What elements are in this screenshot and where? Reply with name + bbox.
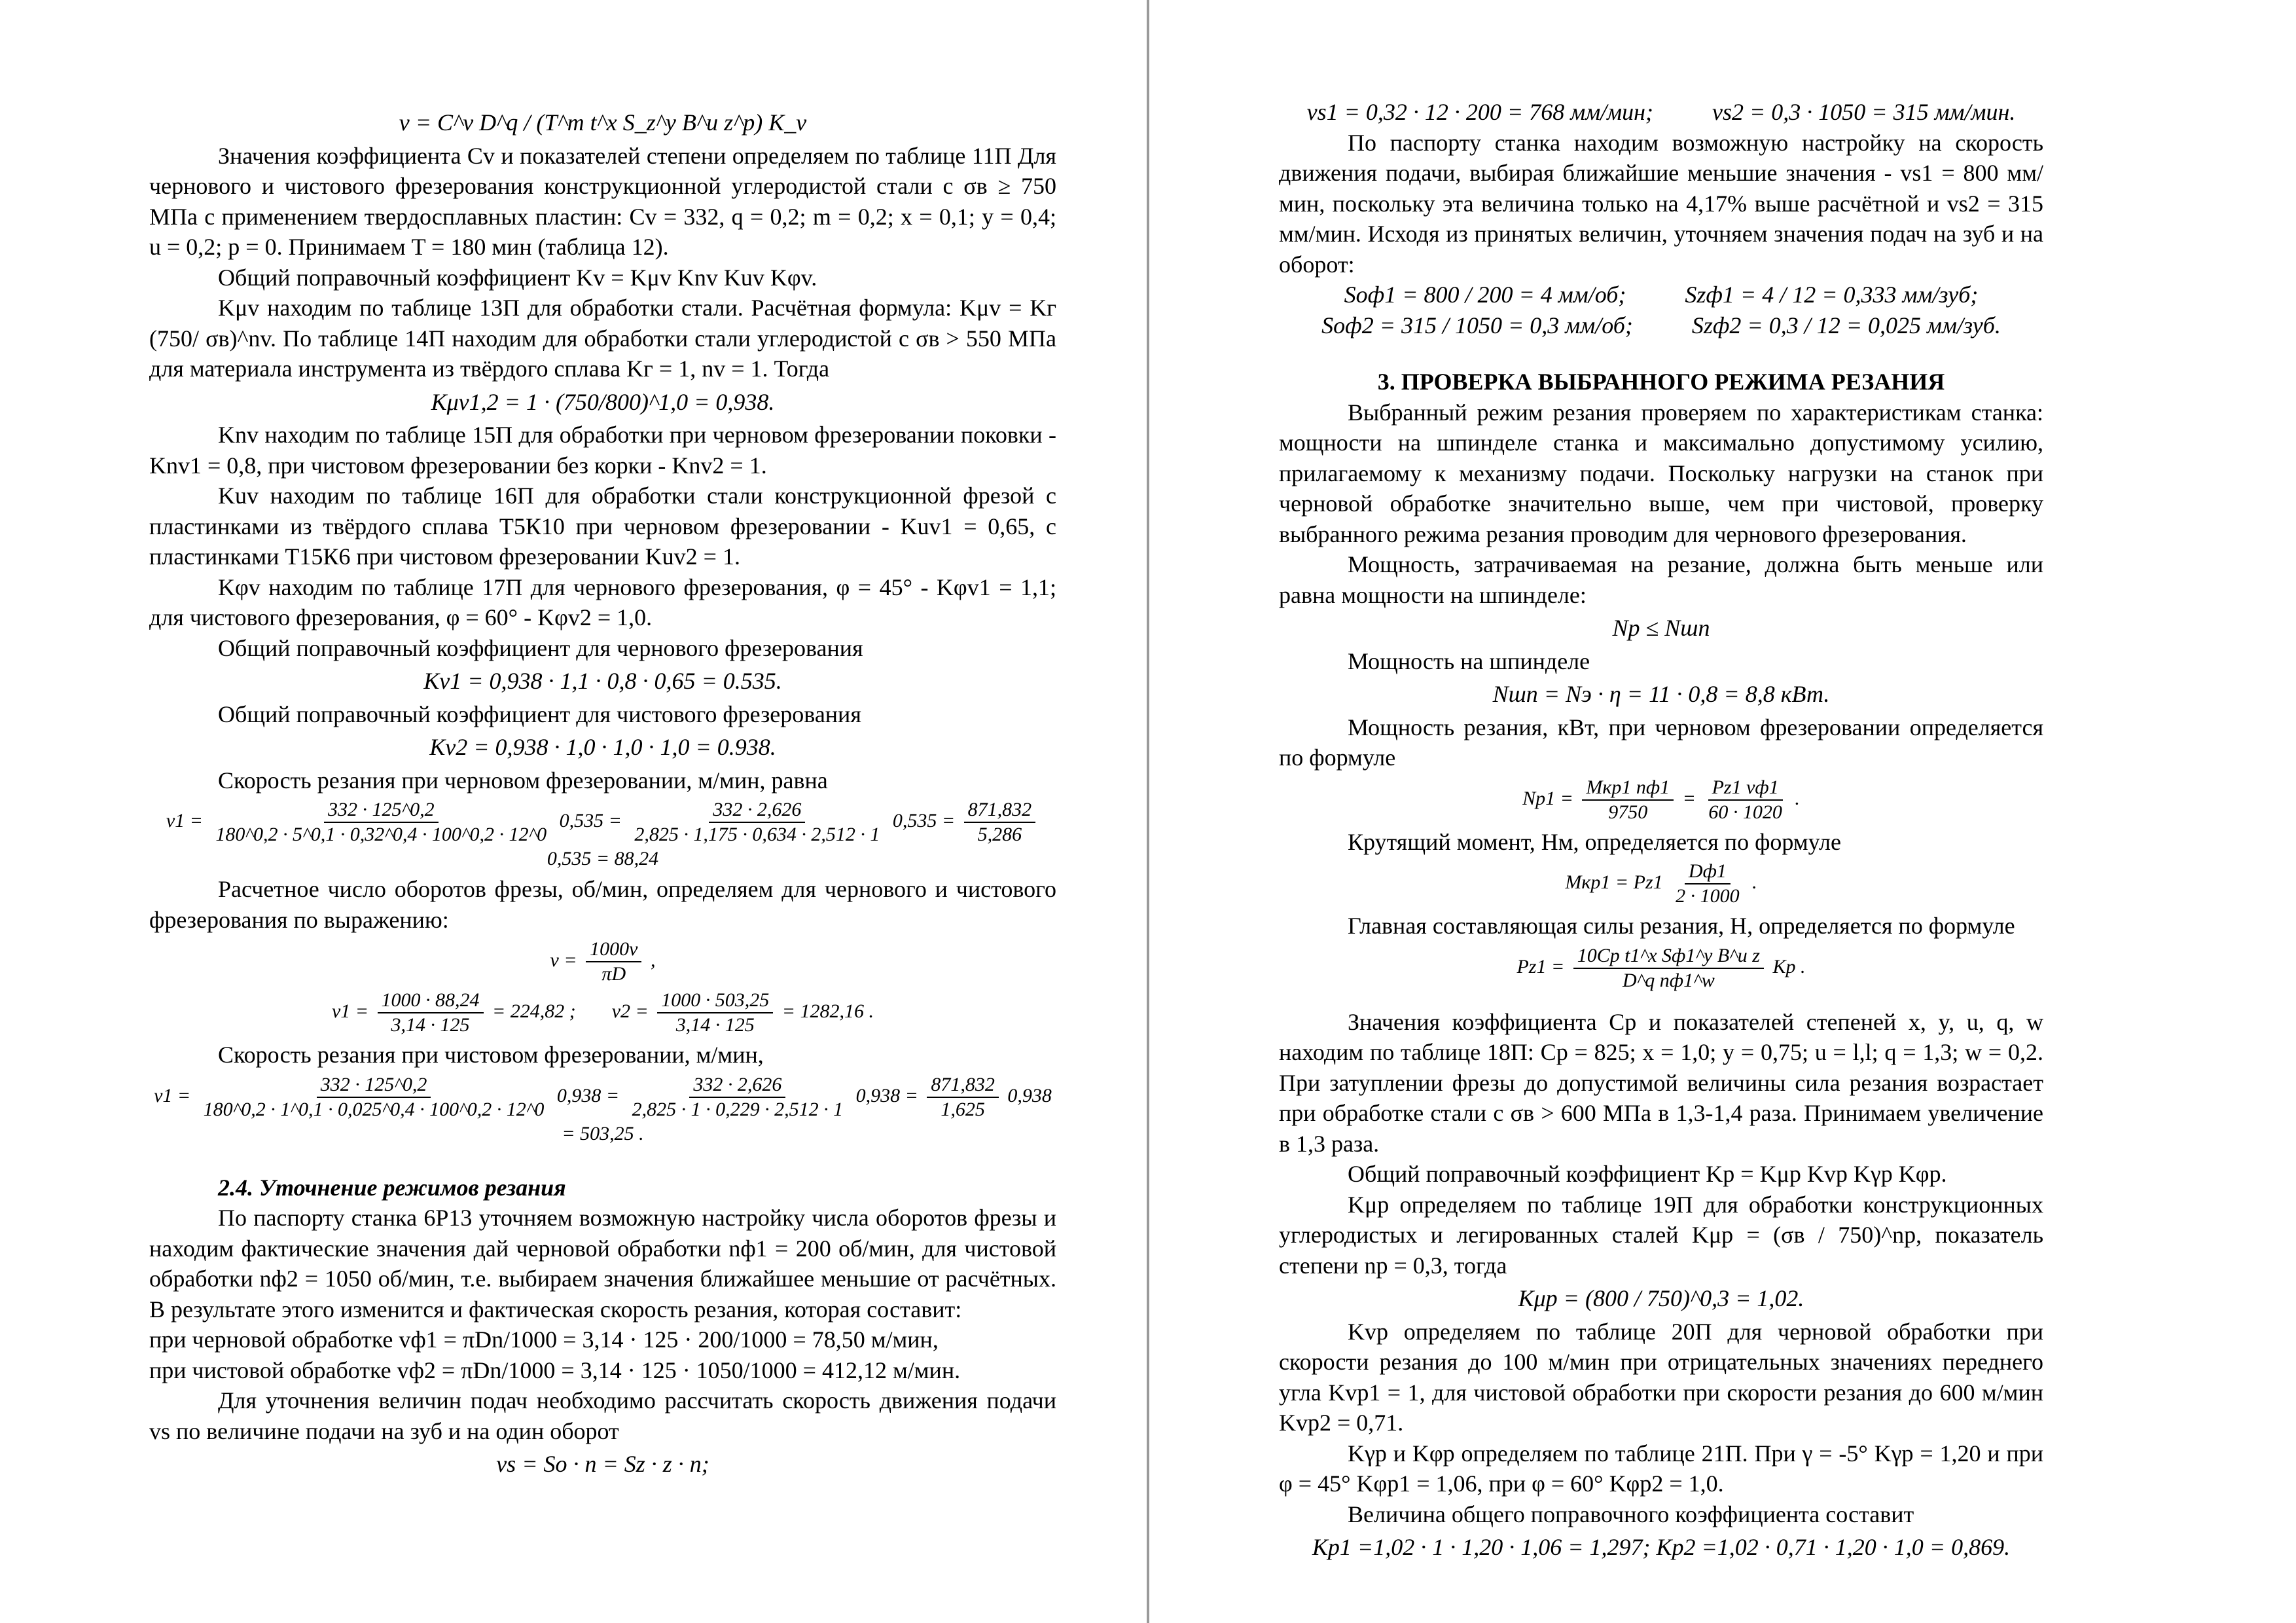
numerator: 1000 · 503,25 <box>657 989 773 1013</box>
numerator: Dф1 <box>1685 860 1731 884</box>
denominator: 9750 <box>1608 801 1648 823</box>
formula: vs1 = 0,32 · 12 · 200 = 768 мм/мин; <box>1306 99 1653 125</box>
formula-part: . <box>1752 871 1757 893</box>
formula-lhs: v1 = <box>154 1084 191 1106</box>
formula-rpm-values <box>149 989 1056 1037</box>
denominator: 3,14 · 125 <box>391 1014 470 1036</box>
formula-cutting-speed: v = C^v D^q / (T^m t^x S_z^y B^u z^p) K_v <box>399 109 807 136</box>
paragraph: Общий поправочный коэффициент Kv = Kμv Knv Kuv Kφv. <box>218 264 817 291</box>
paragraph: Мощность, затрачиваемая на резание, должна быть меньше или равна мощности на шпинделе: <box>1279 551 2043 608</box>
formula: Kp1 =1,02 · 1 · 1,20 · 1,06 = 1,297; Kp2 =1,02 · 0,71 · 1,20 · 1,0 = 0,869. <box>1312 1534 2011 1560</box>
paragraph: Скорость резания при черновом фрезеровании, м/мин, равна <box>218 767 828 793</box>
formula: Kμp = (800 / 750)^0,3 = 1,02. <box>1518 1285 1804 1311</box>
formula: Np ≤ Nшп <box>1612 615 1710 641</box>
formula: Szф2 = 0,3 / 12 = 0,025 мм/зуб. <box>1691 312 2001 338</box>
paragraph: Общий поправочный коэффициент Kp = Kμp Kvp Kγp Kφp. <box>1348 1161 1947 1187</box>
formula-lhs: v = <box>550 949 577 971</box>
paragraph: Kuv находим по таблице 16П для обработки стали конструкционной фрезой с пластинками из твёрдого сплава Т5К10 при черновом фрезеровании - Kuv1 = 0,65, с пластинками Т15К6 при чистовом фрезеровании Kuv2 = 1. <box>149 483 1056 570</box>
left-page-content <box>149 105 1056 1482</box>
formula: vs2 = 0,3 · 1050 = 315 мм/мин. <box>1712 99 2016 125</box>
numerator: 332 · 125^0,2 <box>324 798 439 823</box>
formula: Sоф1 = 800 / 200 = 4 мм/об; <box>1344 282 1626 308</box>
fraction <box>1704 776 1786 824</box>
formula: Szф1 = 4 / 12 = 0,333 мм/зуб; <box>1685 282 1979 308</box>
formula: Nшп = Nэ · η = 11 · 0,8 = 8,8 кВт. <box>1492 681 1830 707</box>
numerator: 871,832 <box>964 798 1036 823</box>
denominator: 5,286 <box>977 824 1022 845</box>
fraction <box>211 798 550 847</box>
fraction <box>927 1073 999 1122</box>
numerator: 332 · 2,626 <box>709 798 805 823</box>
formula-torque <box>1279 860 2043 908</box>
formula-part: 0,535 = 88,24 <box>547 848 659 869</box>
formula-part: 0,535 = <box>892 809 956 831</box>
paragraph: Knv находим по таблице 15П для обработки при черновом фрезеровании поковки - Knv1 = 0,8, при чистовом фрезеровании без корки - Knv2 = 1. <box>149 422 1056 479</box>
numerator: 10Cp t1^x Sф1^y B^u z <box>1573 944 1764 969</box>
paragraph: Величина общего поправочного коэффициента составит <box>1348 1501 1914 1527</box>
denominator: 2 · 1000 <box>1676 885 1740 907</box>
denominator: 180^0,2 · 5^0,1 · 0,32^0,4 · 100^0,2 · 12^0 <box>215 824 547 845</box>
fraction <box>657 989 773 1037</box>
fraction <box>630 798 884 847</box>
fraction <box>1573 944 1764 993</box>
paragraph: Kvp определяем по таблице 20П для черновой обработки при скорости резания до 100 м/мин при отрицательных значениях переднего угла Kvp1 = 1, для чистовой обработки при скорости резания до 600 м/мин Kvp2 = 0,71. <box>1279 1318 2043 1436</box>
formula-roughing-speed <box>149 798 1056 871</box>
numerator: 871,832 <box>927 1073 999 1098</box>
numerator: Mкр1 nф1 <box>1582 776 1674 801</box>
formula-part: 0,535 = <box>559 809 622 831</box>
denominator: 2,825 · 1,175 · 0,634 · 2,512 · 1 <box>634 824 880 845</box>
formula-part: , <box>650 949 656 971</box>
formula-lhs: v1 = <box>331 1000 368 1022</box>
formula-part: . <box>1795 787 1800 809</box>
paragraph: Мощность на шпинделе <box>1348 647 1590 674</box>
paragraph: Выбранный режим резания проверяем по характеристикам станка: мощности на шпинделе станка и максимально допустимому усилию, прилагаемому к механизму подачи. Поскольку нагрузки на станок при черновой обработке значительно выше, чем при чистовой, проверку выбранного режима резания проводим для чернового фрезерования. <box>1279 399 2043 547</box>
denominator: 60 · 1020 <box>1708 801 1782 823</box>
spacer <box>1279 995 2043 1007</box>
paragraph: Значения коэффициента Cp и показателей степеней x, y, u, q, w находим по таблице 18П: Cp = 825; x = 1,0; y = 0,75; u = l,l; q = 1,3; w = 0,2. При затуплении фрезы до допустимой величины сила резания возрастает при обработке стали с σв > 600 МПа в 1,3-1,4 раза. Принимаем увеличение в 1,3 раза. <box>1279 1008 2043 1157</box>
paragraph: Мощность резания, кВт, при черновом фрезеровании определяется по формуле <box>1279 714 2043 771</box>
paragraph: Главная составляющая силы резания, Н, определяется по формуле <box>1348 913 2015 939</box>
formula-part: = <box>1682 787 1696 809</box>
fraction <box>200 1073 548 1122</box>
denominator: 180^0,2 · 1^0,1 · 0,025^0,4 · 100^0,2 · 12^0 <box>203 1098 545 1120</box>
paragraph: при чистовой обработке vф2 = πDn/1000 = 3,14 · 125 · 1050/1000 = 412,12 м/мин. <box>149 1357 961 1383</box>
paragraph: Для уточнения величин подач необходимо рассчитать скорость движения подачи vs по величине подачи на зуб и на один оборот <box>149 1387 1056 1444</box>
numerator: 1000v <box>586 938 641 962</box>
paragraph: По паспорту станка находим возможную настройку на скорость движения подачи, выбирая ближайшие меньшие значения - vs1 = 800 мм/мин, поскольку эта величина только на 4,17% выше расчётной и vs2 = 315 мм/мин. Исходя из принятых величин, уточняем значения подач на зуб и на оборот: <box>1279 129 2043 278</box>
denominator: πD <box>601 963 626 985</box>
paragraph: Kμp определяем по таблице 19П для обработки конструкционных углеродистых и легированных сталей Kμp = (σв / 750)^np, показатель степени np = 0,3, тогда <box>1279 1191 2043 1279</box>
formula-lhs: v1 = <box>166 809 203 831</box>
formula-lhs: Mкр1 = Pz1 <box>1565 871 1663 893</box>
paragraph: Общий поправочный коэффициент для чернового фрезерования <box>218 634 863 661</box>
right-page-content <box>1279 97 2043 1565</box>
paragraph: Kφv находим по таблице 17П для чернового фрезерования, φ = 45° - Kφv1 = 1,1; для чистового фрезерования, φ = 60° - Kφv2 = 1,0. <box>149 574 1056 630</box>
paragraph: Значения коэффициента Cv и показателей степени определяем по таблице 11П Для чернового и чистового фрезерования конструкционной углеродистой стали с σв ≥ 750 МПа с применением твердосплавных пластин: Cv = 332, q = 0,2; m = 0,2; x = 0,1; y = 0,4; u = 0,2; p = 0. Принимаем T = 180 мин (таблица 12). <box>149 142 1056 260</box>
formula-row <box>1279 310 2043 341</box>
right-page <box>1149 0 2296 1623</box>
section-heading: 2.4. Уточнение режимов резания <box>218 1174 566 1201</box>
numerator: Pz1 vф1 <box>1708 776 1783 801</box>
denominator: 3,14 · 125 <box>675 1014 755 1036</box>
formula-cutting-force <box>1279 944 2043 993</box>
denominator: 1,625 <box>941 1098 985 1120</box>
formula-lhs: v2 = <box>611 1000 649 1022</box>
numerator: 332 · 125^0,2 <box>317 1073 431 1098</box>
section-heading: 3. ПРОВЕРКА ВЫБРАННОГО РЕЖИМА РЕЗАНИЯ <box>1377 369 1945 395</box>
fraction <box>964 798 1036 847</box>
formula-finishing-speed <box>149 1073 1056 1146</box>
paragraph: Kγp и Kφp определяем по таблице 21П. При γ = -5° Kγp = 1,20 и при φ = 45° Kφp1 = 1,06, при φ = 60° Kφp2 = 1,0. <box>1279 1440 2043 1497</box>
denominator: D^q nф1^w <box>1622 969 1715 991</box>
formula: vs = So · n = Sz · z · n; <box>496 1451 709 1477</box>
formula-part: = 1282,16 . <box>781 1000 874 1022</box>
formula: Kv1 = 0,938 · 1,1 · 0,8 · 0,65 = 0.535. <box>423 668 782 694</box>
formula-row <box>1279 97 2043 128</box>
paragraph: По паспорту станка 6Р13 уточняем возможную настройку числа оборотов фрезы и находим фактические значения дай черновой обработки nф1 = 200 об/мин, для чистовой обработки nф2 = 1050 об/мин, т.е. выбираем значения ближайшее меньшие от расчётных. В результате этого изменится и фактическая скорость резания, которая составит: <box>149 1205 1056 1322</box>
fraction <box>628 1073 848 1122</box>
numerator: 332 · 2,626 <box>689 1073 785 1098</box>
paragraph: Скорость резания при чистовом фрезеровании, м/мин, <box>218 1042 764 1068</box>
formula-part: = 224,82 ; <box>492 1000 576 1022</box>
denominator: 2,825 · 1 · 0,229 · 2,512 · 1 <box>632 1098 844 1120</box>
numerator: 1000 · 88,24 <box>378 989 484 1013</box>
paragraph: Крутящий момент, Нм, определяется по формуле <box>1348 828 1841 855</box>
paragraph: при черновой обработке vф1 = πDn/1000 = 3,14 · 125 · 200/1000 = 78,50 м/мин, <box>149 1326 939 1353</box>
fraction <box>1582 776 1674 824</box>
fraction <box>1672 860 1744 908</box>
formula-lhs: Pz1 = <box>1516 955 1565 977</box>
paragraph: Общий поправочный коэффициент для чистового фрезерования <box>218 701 861 727</box>
fraction <box>586 938 641 986</box>
left-page <box>0 0 1147 1623</box>
formula-part: 0,938 = <box>556 1084 620 1106</box>
formula: Sоф2 = 315 / 1050 = 0,3 мм/об; <box>1321 312 1633 338</box>
formula-cutting-power <box>1279 776 2043 824</box>
formula-part: 0,938 = <box>855 1084 918 1106</box>
formula-row <box>1279 280 2043 310</box>
paragraph: Расчетное число оборотов фрезы, об/мин, определяем для чернового и чистового фрезерования по выражению: <box>149 876 1056 933</box>
formula: Kv2 = 0,938 · 1,0 · 1,0 · 1,0 = 0.938. <box>429 734 776 760</box>
formula-part: Kp . <box>1772 955 1806 977</box>
formula-part: 0,938 = 503,25 . <box>562 1084 1052 1144</box>
formula: Kμv1,2 = 1 · (750/800)^1,0 = 0,938. <box>431 388 775 415</box>
paragraph: Kμv находим по таблице 13П для обработки стали. Расчётная формула: Kμv = Kг (750/ σв)^nv. По таблице 14П находим для обработки стали углеродистой с σв > 550 МПа для материала инструмента из твёрдого сплава Kг = 1, nv = 1. Тогда <box>149 295 1056 382</box>
fraction <box>378 989 484 1037</box>
formula-lhs: Np1 = <box>1522 787 1573 809</box>
formula-rpm <box>149 938 1056 986</box>
